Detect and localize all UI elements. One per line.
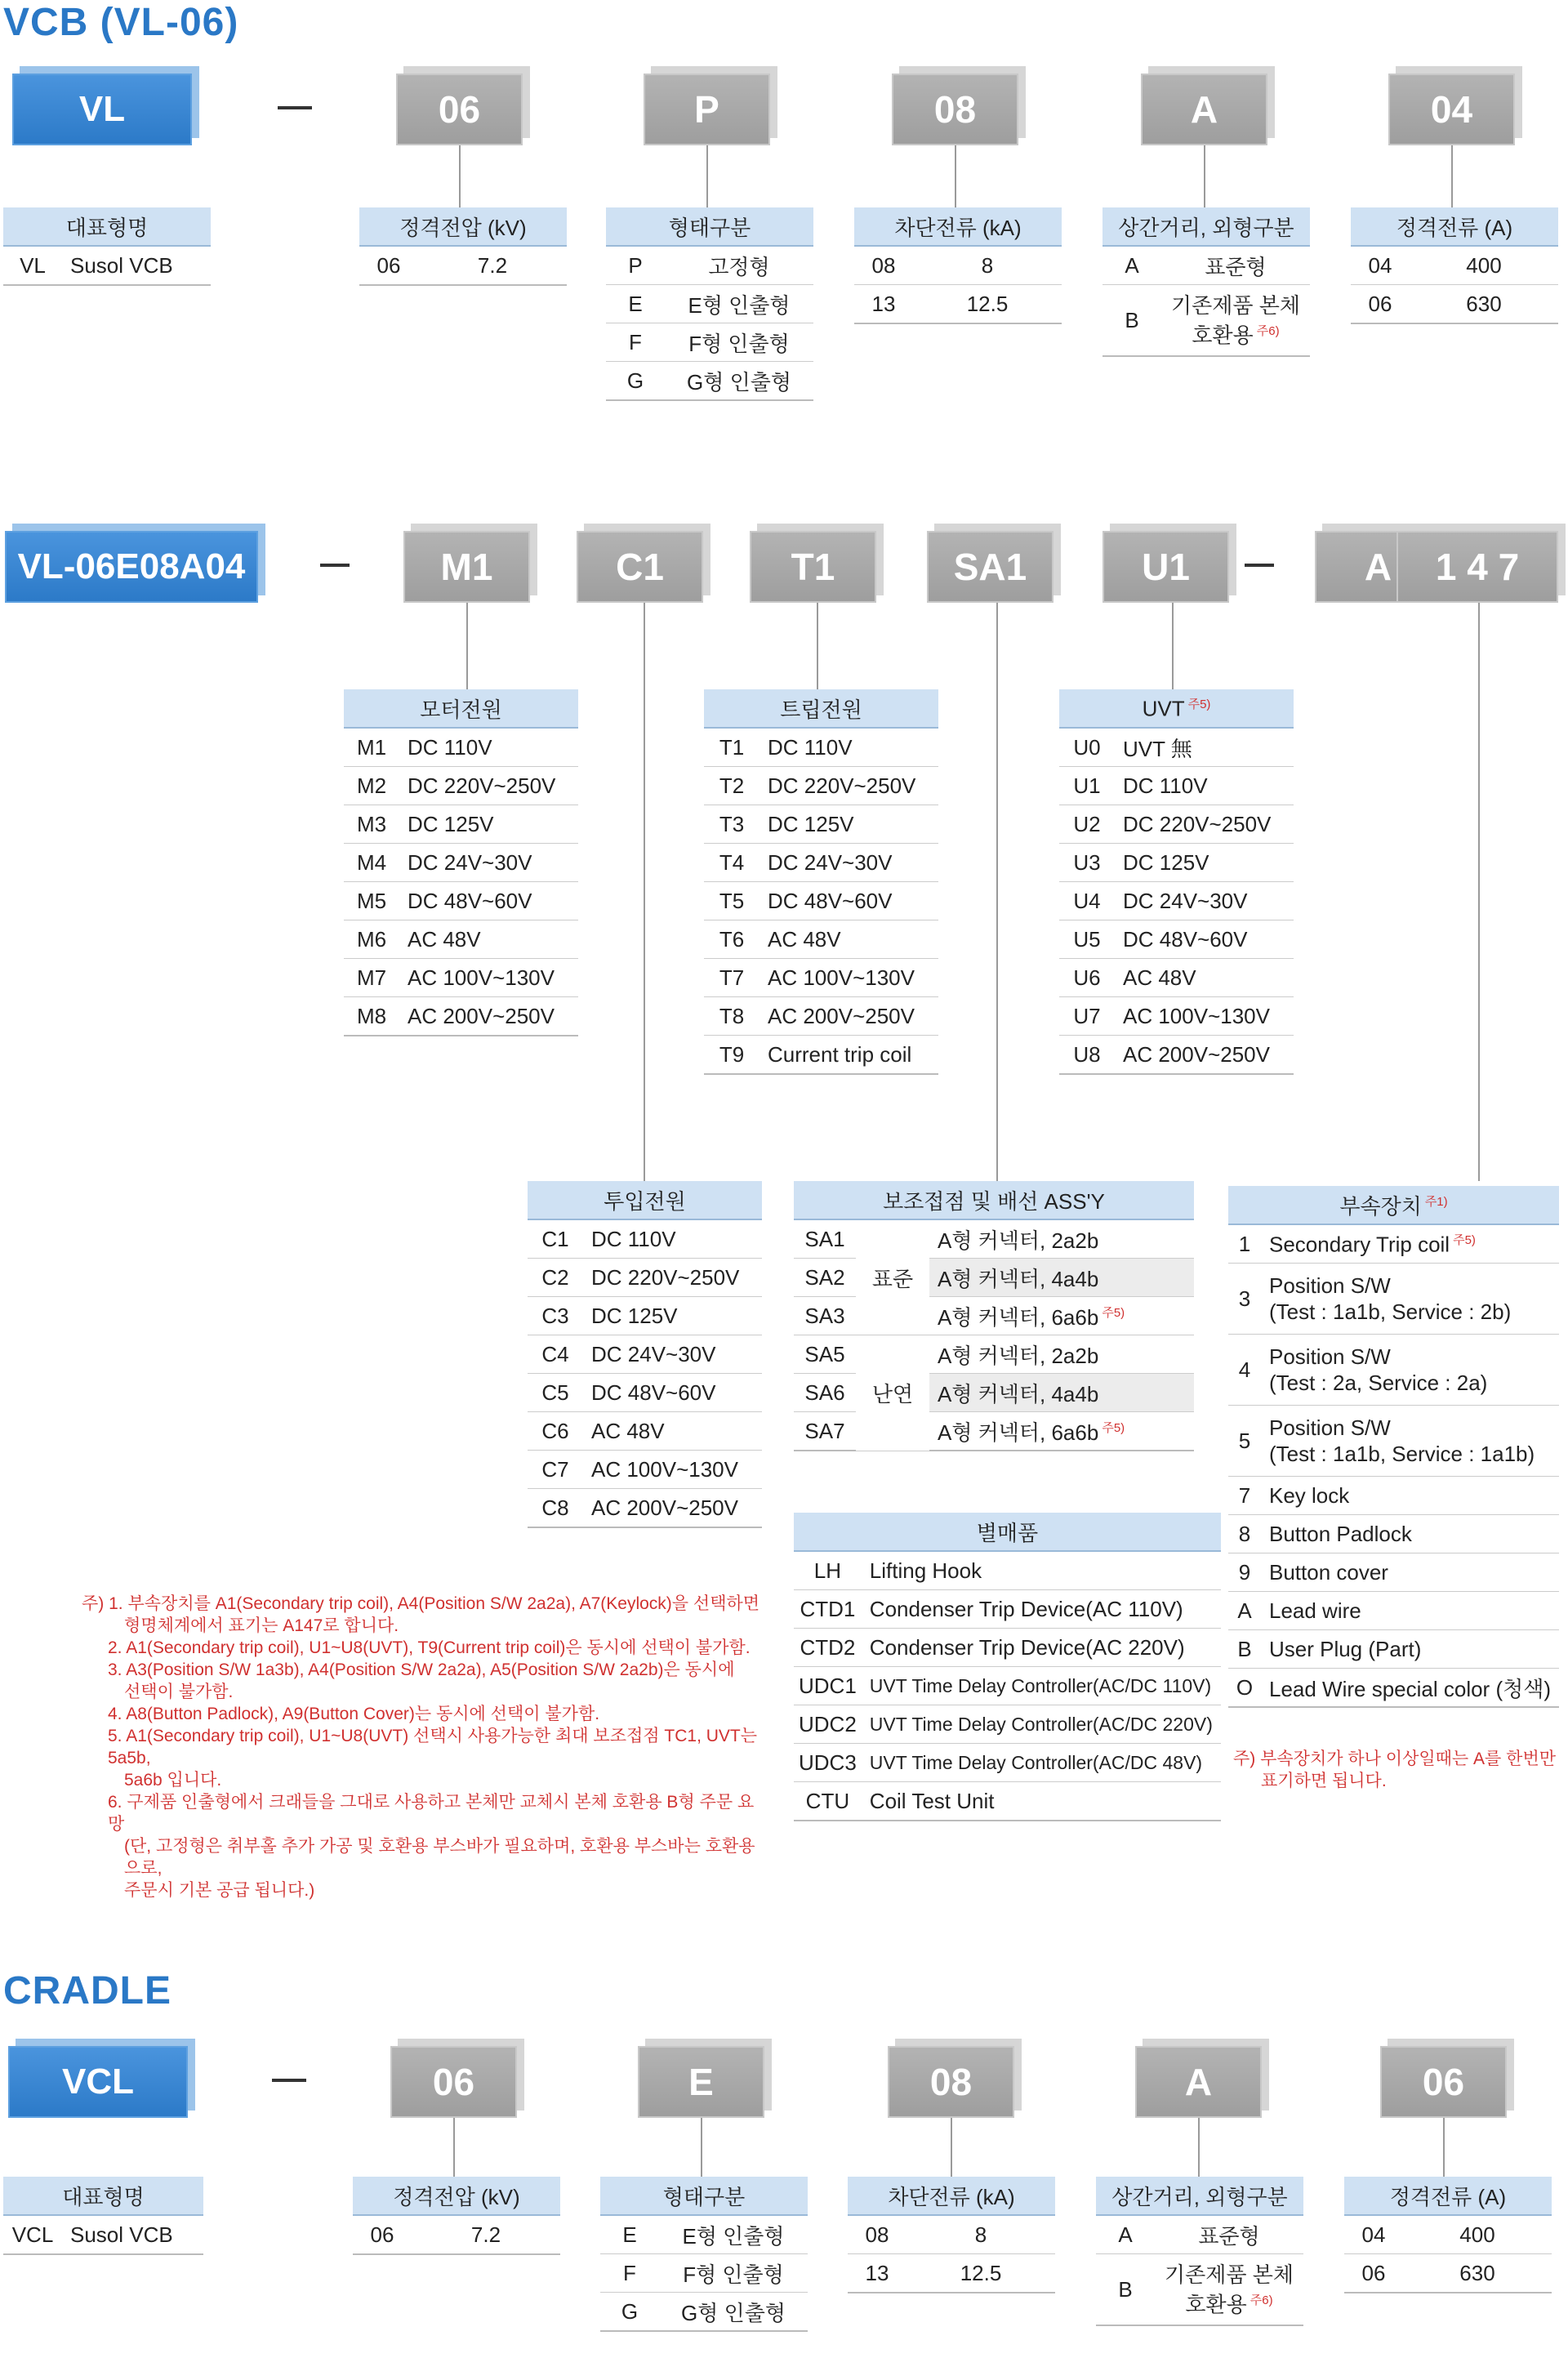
code-dash [272, 2079, 306, 2082]
code-box-closing: C1 [577, 531, 703, 603]
table-row: B 기존제품 본체 호환용 $^{주6)}$ [1102, 285, 1310, 357]
table-header: 정격전압 (kV) [353, 2177, 560, 2215]
table-row: 8 Button Padlock [1228, 1515, 1559, 1553]
table-header: 정격전압 (kV) [359, 207, 567, 246]
cradle-voltage-table [353, 2177, 560, 2255]
code-box-trip: T1 [750, 531, 876, 603]
table-row: T6 AC 48V [704, 920, 938, 959]
table-row: 06 7.2 [353, 2215, 560, 2254]
aux-contact-table [794, 1181, 1194, 1451]
cradle-current-table [1344, 2177, 1552, 2293]
table-row: T8 AC 200V~250V [704, 997, 938, 1036]
connector-line [817, 603, 818, 689]
footnote: 선택이 불가함. [124, 1683, 234, 1701]
connector-line [1451, 145, 1453, 207]
footnote: 5a6b 입니다. [124, 1771, 222, 1790]
table-row: M3 DC 125V [344, 805, 578, 844]
table-row: C7 AC 100V~130V [528, 1451, 762, 1489]
table-row: 9 Button cover [1228, 1553, 1559, 1592]
table-row: F F형 인출형 [606, 323, 813, 362]
footnote: 5. A1(Secondary trip coil), U1~U8(UVT) 선택시 사용가능한 최대 보조접점 TC1, UVT는 5a5b, [108, 1727, 758, 1767]
table-row: UDC2 UVT Time Delay Controller(AC/DC 220V) [794, 1705, 1221, 1744]
connector-line [1198, 2118, 1200, 2177]
table-row: 06 630 [1351, 285, 1558, 324]
code-box-pole: A [1141, 74, 1267, 145]
table-row: UDC3 UVT Time Delay Controller(AC/DC 48V) [794, 1744, 1221, 1782]
code-box-breaking: 08 [888, 2046, 1014, 2118]
table-row: C4 DC 24V~30V [528, 1335, 762, 1374]
code-dash [320, 564, 350, 567]
code-box-accessory-prefix: A [1315, 531, 1441, 603]
table-header: 별매품 [794, 1513, 1221, 1551]
table-header: 형태구분 [600, 2177, 808, 2215]
table-header: 상간거리, 외형구분 [1096, 2177, 1303, 2215]
code-dash [1245, 564, 1274, 567]
table-row: UDC1 UVT Time Delay Controller(AC/DC 110V) [794, 1667, 1221, 1705]
table-row: T2 DC 220V~250V [704, 767, 938, 805]
table-row: T3 DC 125V [704, 805, 938, 844]
table-row: VCL Susol VCB [3, 2215, 203, 2254]
footnote: 주문시 기본 공급 됩니다.) [124, 1881, 315, 1900]
closing-power-table [528, 1181, 762, 1528]
table-row: 1 Secondary Trip coil $^{주5)}$ [1228, 1224, 1559, 1264]
table-row: 7 Key lock [1228, 1477, 1559, 1515]
footnote-marker: 주5) [1102, 1305, 1125, 1320]
table-header: 정격전류 (A) [1351, 207, 1558, 246]
table-row: E E형 인출형 [600, 2215, 808, 2254]
vcb-model-table [3, 207, 211, 286]
vcb-pole-table [1102, 207, 1310, 357]
table-header: 정격전류 (A) [1344, 2177, 1552, 2215]
code-box-voltage: 06 [396, 74, 523, 145]
cradle-section-title: CRADLE [3, 1969, 172, 2013]
table-header: 대표형명 [3, 207, 211, 246]
table-row: C1 DC 110V [528, 1219, 762, 1259]
accessory-note: 주) 부속장치가 하나 이상일때는 A를 한번만 표기하면 됩니다. [1233, 1750, 1557, 1790]
table-row: U6 AC 48V [1059, 959, 1294, 997]
vcb-voltage-table [359, 207, 567, 286]
table-row: 06 7.2 [359, 246, 567, 285]
accessory-table [1228, 1186, 1559, 1708]
table-row: C6 AC 48V [528, 1412, 762, 1451]
table-row: 4 Position S/W (Test : 2a, Service : 2a) [1228, 1335, 1559, 1406]
footnotes [82, 1593, 768, 1901]
table-row: A 표준형 [1102, 246, 1310, 285]
table-row: 13 12.5 [848, 2254, 1055, 2293]
table-row: 08 8 [848, 2215, 1055, 2254]
vcb-current-table [1351, 207, 1558, 324]
table-row: M1 DC 110V [344, 728, 578, 767]
table-row: SA3 A형 커넥터, 6a6b $^{주5)}$ [794, 1297, 1194, 1335]
table-row: U8 AC 200V~250V [1059, 1036, 1294, 1075]
table-row: T7 AC 100V~130V [704, 959, 938, 997]
footnote-marker: 주6) [1250, 2293, 1273, 2307]
code-box-uvt: U1 [1102, 531, 1229, 603]
table-row: O Lead Wire special color (청색) [1228, 1669, 1559, 1708]
table-row: CTD1 Condenser Trip Device(AC 110V) [794, 1590, 1221, 1629]
code-box-type: P [644, 74, 770, 145]
table-header: 형태구분 [606, 207, 813, 246]
code-box-type: E [638, 2046, 764, 2118]
table-row: U5 DC 48V~60V [1059, 920, 1294, 959]
table-row: P 고정형 [606, 246, 813, 285]
cradle-pole-table [1096, 2177, 1303, 2326]
connector-line [1172, 603, 1174, 689]
table-header: 부속장치 $^{주1)}$ [1228, 1186, 1559, 1224]
code-box-pole: A [1135, 2046, 1262, 2118]
connector-line [706, 145, 708, 207]
trip-power-table [704, 689, 938, 1075]
table-row: G G형 인출형 [600, 2293, 808, 2332]
table-row: B 기존제품 본체 호환용 $^{주6)}$ [1096, 2254, 1303, 2326]
cradle-breaking-table [848, 2177, 1055, 2293]
connector-line [466, 603, 468, 689]
table-row: M7 AC 100V~130V [344, 959, 578, 997]
connector-line [1204, 145, 1205, 207]
code-box-breaking: 08 [892, 74, 1018, 145]
footnote: 4. A8(Button Padlock), A9(Button Cover)는 동시에 선택이 불가함. [108, 1705, 600, 1723]
code-box-cradle-series: VCL [8, 2046, 188, 2118]
footnote: 2. A1(Secondary trip coil), U1~U8(UVT), T9(Current trip coil)은 동시에 선택이 불가함. [108, 1638, 751, 1657]
table-row: B User Plug (Part) [1228, 1630, 1559, 1669]
code-box-aux: SA1 [927, 531, 1054, 603]
table-row: M5 DC 48V~60V [344, 882, 578, 920]
code-box-current: 06 [1380, 2046, 1507, 2118]
footnote-marker: 주5) [1102, 1420, 1125, 1435]
table-row: U7 AC 100V~130V [1059, 997, 1294, 1036]
table-header: UVT $^{주5)}$ [1059, 689, 1294, 728]
table-row: U4 DC 24V~30V [1059, 882, 1294, 920]
table-header: 보조접점 및 배선 ASS'Y [794, 1181, 1194, 1219]
table-row: 08 8 [854, 246, 1062, 285]
connector-line [453, 2118, 455, 2177]
table-row: SA6 A형 커넥터, 4a4b [794, 1374, 1194, 1412]
table-row: SA7 A형 커넥터, 6a6b $^{주5)}$ [794, 1412, 1194, 1451]
table-row: T5 DC 48V~60V [704, 882, 938, 920]
table-header: 차단전류 (kA) [848, 2177, 1055, 2215]
footnote-marker: 주5) [1187, 697, 1211, 711]
table-row: T9 Current trip coil [704, 1036, 938, 1075]
table-row: SA1 표준 A형 커넥터, 2a2b [794, 1219, 1194, 1259]
table-row: C8 AC 200V~250V [528, 1489, 762, 1528]
table-row: LH Lifting Hook [794, 1551, 1221, 1590]
table-row: M2 DC 220V~250V [344, 767, 578, 805]
connector-line [644, 603, 645, 1181]
table-row: T1 DC 110V [704, 728, 938, 767]
table-row: VL Susol VCB [3, 246, 211, 285]
footnote-marker: 주6) [1256, 323, 1280, 338]
table-row: CTU Coil Test Unit [794, 1782, 1221, 1821]
footnote-marker: 주5) [1453, 1232, 1476, 1247]
connector-line [996, 603, 998, 1181]
code-box-current: 04 [1388, 74, 1515, 145]
table-row: 13 12.5 [854, 285, 1062, 324]
table-header: 투입전원 [528, 1181, 762, 1219]
table-row: 5 Position S/W (Test : 1a1b, Service : 1a1b) [1228, 1406, 1559, 1477]
motor-power-table [344, 689, 578, 1036]
table-row: G G형 인출형 [606, 362, 813, 401]
cradle-type-table [600, 2177, 808, 2332]
table-row: E E형 인출형 [606, 285, 813, 323]
table-row: A 표준형 [1096, 2215, 1303, 2254]
table-row: SA5 난연 A형 커넥터, 2a2b [794, 1335, 1194, 1374]
connector-line [701, 2118, 702, 2177]
table-row: C5 DC 48V~60V [528, 1374, 762, 1412]
table-row: U1 DC 110V [1059, 767, 1294, 805]
table-row: U2 DC 220V~250V [1059, 805, 1294, 844]
code-box-voltage: 06 [390, 2046, 517, 2118]
table-header: 상간거리, 외형구분 [1102, 207, 1310, 246]
table-header: 차단전류 (kA) [854, 207, 1062, 246]
code-box-accessory: 1 4 7 [1396, 531, 1558, 603]
footnote: 3. A3(Position S/W 1a3b), A4(Position S/W 2a2a), A5(Position S/W 2a2b)은 동시에 [108, 1660, 735, 1679]
table-row: C3 DC 125V [528, 1297, 762, 1335]
connector-line [459, 145, 461, 207]
table-row: SA2 A형 커넥터, 4a4b [794, 1259, 1194, 1297]
table-row: C2 DC 220V~250V [528, 1259, 762, 1297]
code-box-motor: M1 [403, 531, 530, 603]
footnote-marker: 주1) [1424, 1194, 1448, 1209]
table-row: 04 400 [1344, 2215, 1552, 2254]
connector-line [955, 145, 956, 207]
table-row: U0 UVT 無 [1059, 728, 1294, 767]
code-box-base-model: VL-06E08A04 [5, 531, 258, 603]
table-row: M8 AC 200V~250V [344, 997, 578, 1036]
table-row: F F형 인출형 [600, 2254, 808, 2293]
table-row: M4 DC 24V~30V [344, 844, 578, 882]
table-row: 04 400 [1351, 246, 1558, 285]
table-row: 3 Position S/W (Test : 1a1b, Service : 2b) [1228, 1264, 1559, 1335]
footnote: (단, 고정형은 취부홀 추가 가공 및 호환용 부스바가 필요하며, 호환용 부스바는 호환용으로, [124, 1837, 755, 1878]
table-header: 대표형명 [3, 2177, 203, 2215]
vcb-section-title: VCB (VL-06) [3, 1, 239, 44]
vcb-breaking-table [854, 207, 1062, 324]
table-row: U3 DC 125V [1059, 844, 1294, 882]
footnote: 형명체계에서 표기는 A147로 합니다. [124, 1616, 399, 1635]
table-row: A Lead wire [1228, 1592, 1559, 1630]
table-header: 모터전원 [344, 689, 578, 728]
uvt-table [1059, 689, 1294, 1075]
footnote: 주) 1. 부속장치를 A1(Secondary trip coil), A4(Position S/W 2a2a), A7(Keylock)을 선택하면 [82, 1594, 760, 1613]
table-row: 06 630 [1344, 2254, 1552, 2293]
connector-line [1443, 2118, 1445, 2177]
table-row: CTD2 Condenser Trip Device(AC 220V) [794, 1629, 1221, 1667]
cradle-model-table [3, 2177, 203, 2255]
connector-line [1478, 603, 1480, 1181]
code-box-series: VL [12, 74, 192, 145]
footnote: 6. 구제품 인출형에서 크래들을 그대로 사용하고 본체만 교체시 본체 호환용 B형 주문 요망 [108, 1793, 755, 1834]
table-row: M6 AC 48V [344, 920, 578, 959]
code-dash [278, 106, 312, 109]
connector-line [951, 2118, 952, 2177]
table-header: 트립전원 [704, 689, 938, 728]
separate-items-table [794, 1513, 1221, 1821]
vcb-type-table [606, 207, 813, 401]
table-row: T4 DC 24V~30V [704, 844, 938, 882]
